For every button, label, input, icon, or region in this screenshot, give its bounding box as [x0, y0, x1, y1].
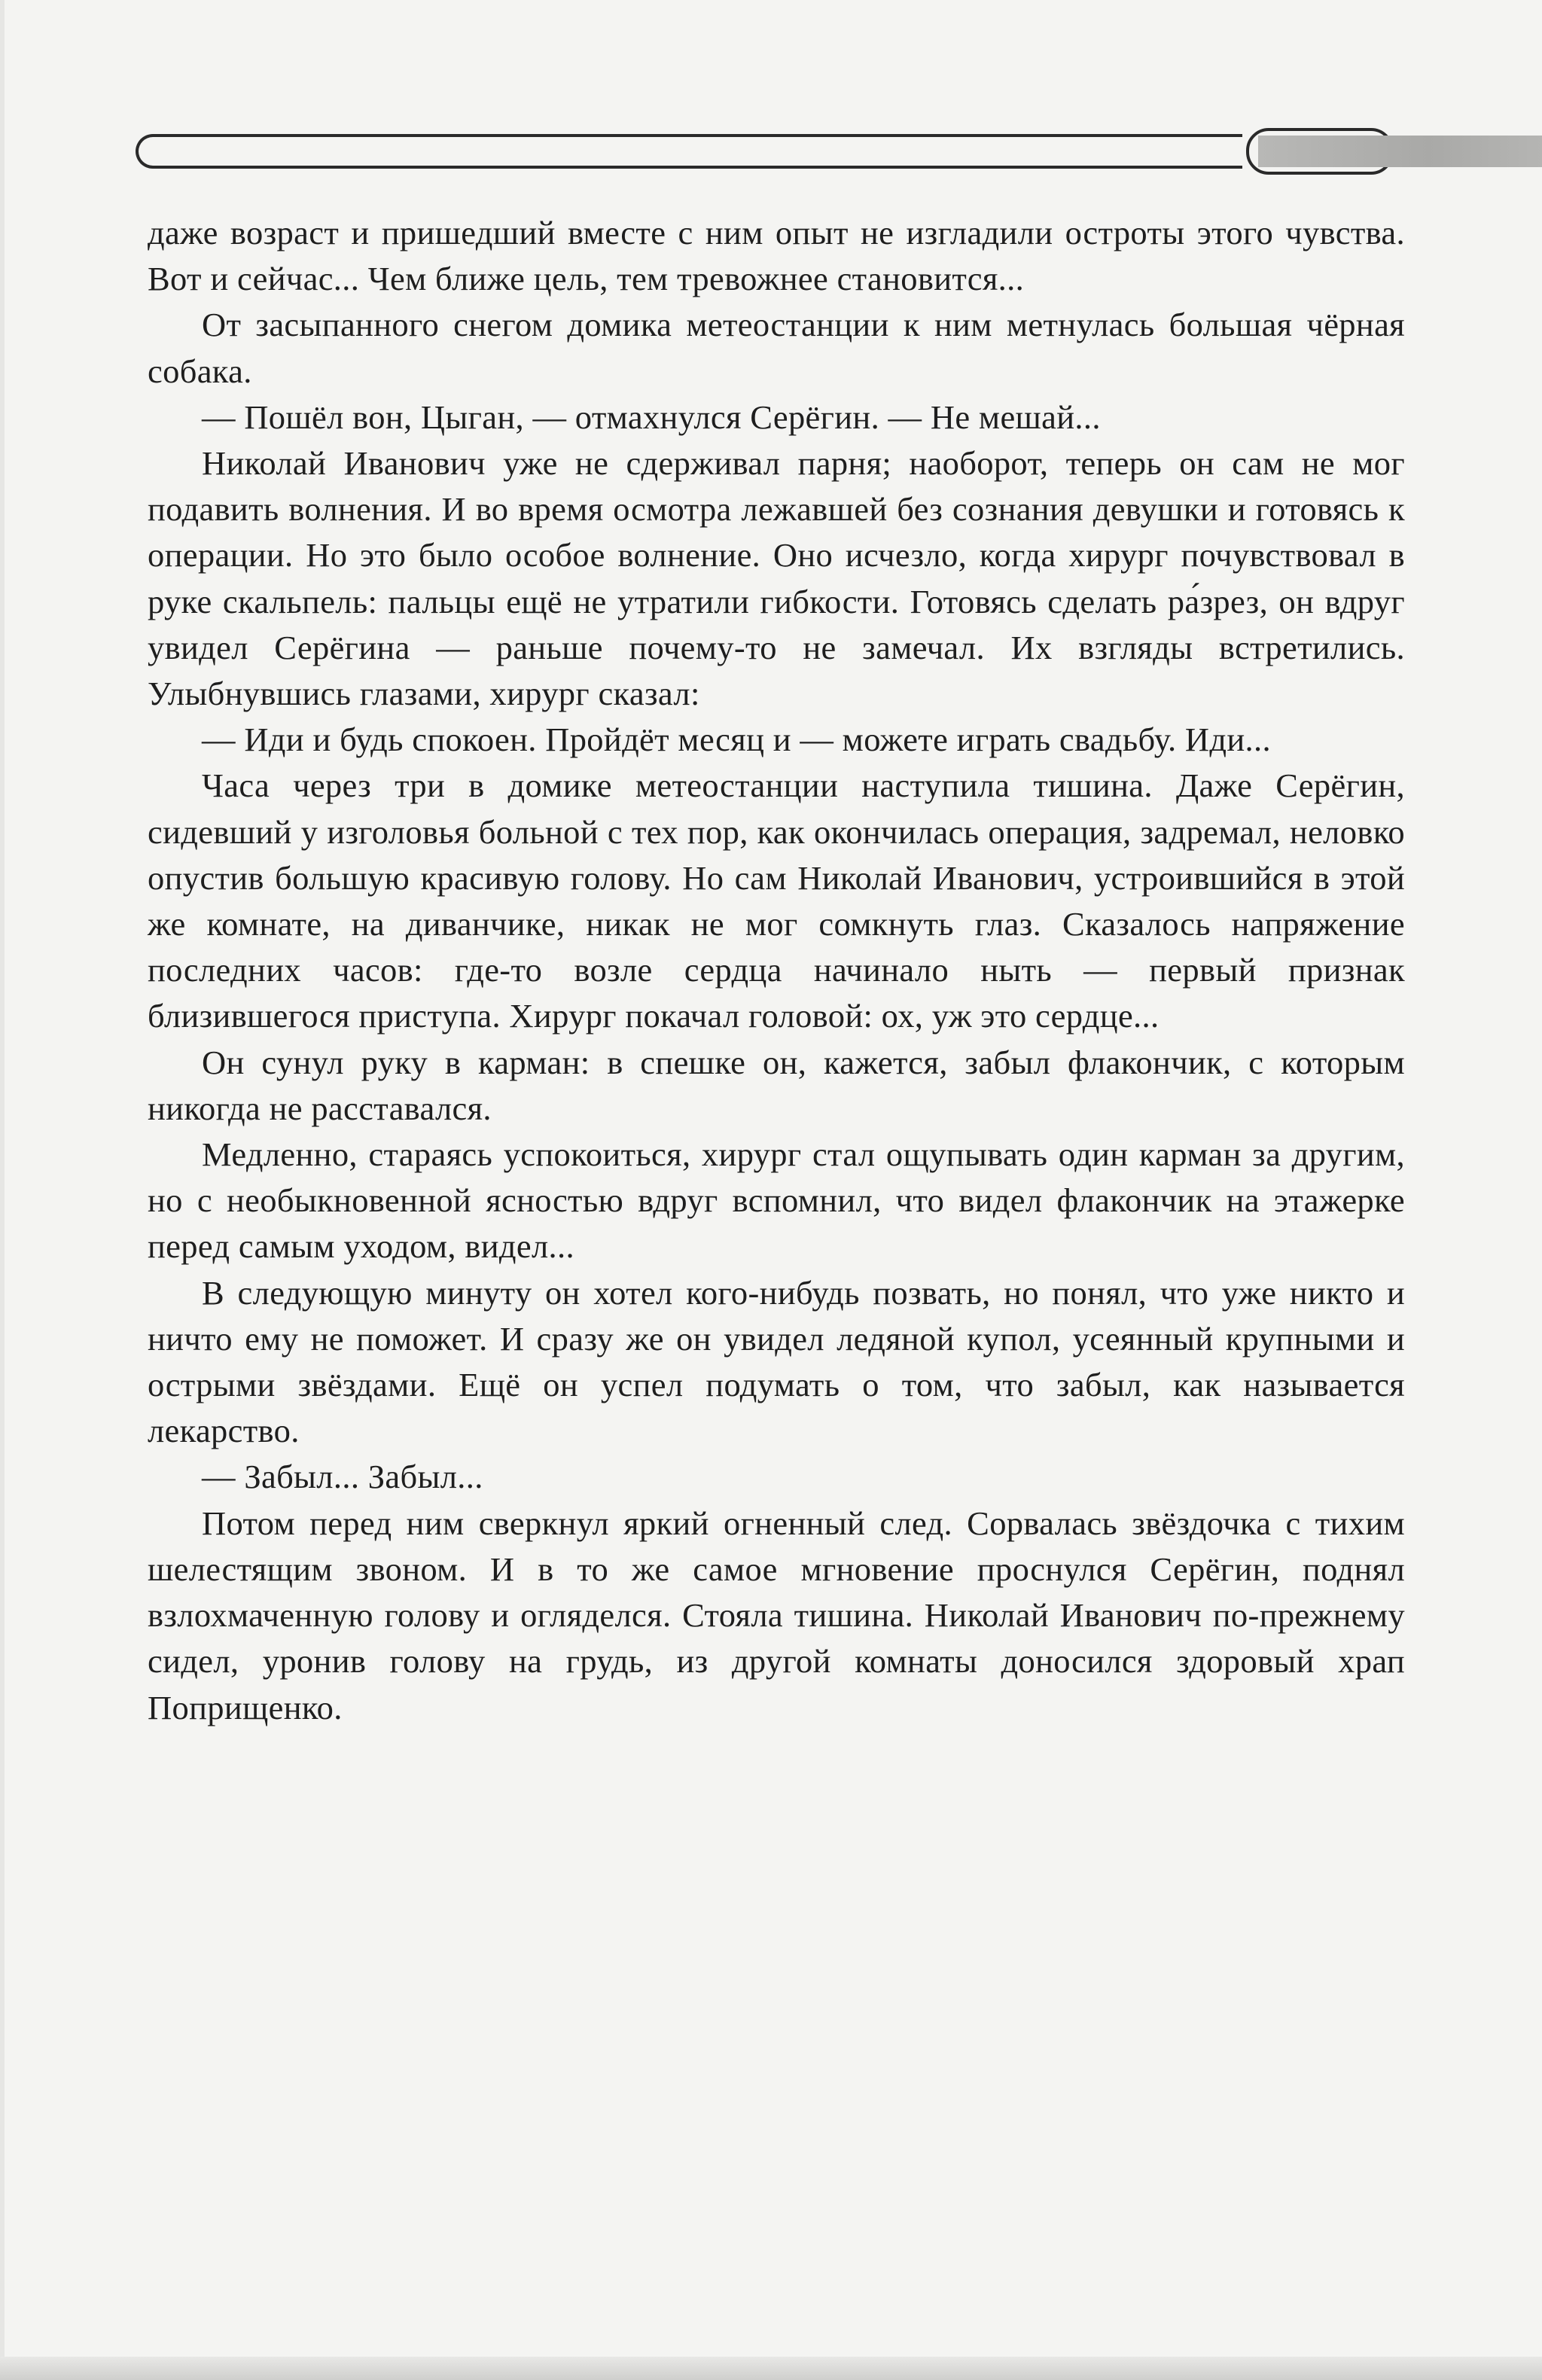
page-header	[136, 123, 1403, 184]
body-text	[148, 210, 1405, 1731]
paragraph: Потом перед ним сверкнул яркий огненный след. Сорвалась звёздочка с тихим шелестящим звоном. И в то же самое мгновение проснулся Серёгин, поднял взлохмаченную голову и огляделся. Стояла тишина. Николай Иванович по-прежнему сидел, уронив голову на грудь, из другой комнаты доносился здоровый храп Поприщенко.	[148, 1504, 1405, 1726]
header-shade-band	[1258, 136, 1542, 167]
page-bottom-edge	[0, 2357, 1542, 2380]
page-left-edge	[0, 0, 5, 2380]
paragraph: В следующую минуту он хотел кого-нибудь позвать, но понял, что уже никто и ничто ему не поможет. И сразу же он увидел ледяной купол, усеянный крупными и острыми звёздами. Ещё он успел подумать о том, что забыл, как называется лекарство.	[148, 1273, 1405, 1450]
header-rule	[136, 134, 1242, 169]
paragraph: Медленно, стараясь успокоиться, хирург стал ощупывать один карман за другим, но с необыкновенной ясностью вдруг вспомнил, что видел флакончик на этажерке перед самым уходом, видел...	[148, 1135, 1405, 1266]
paragraph: — Пошёл вон, Цыган, — отмахнулся Серёгин. — Не мешай...	[202, 398, 1101, 436]
paragraph: От засыпанного снегом домика метеостанции к ним метнулась большая чёрная собака.	[148, 306, 1405, 390]
paragraph: — Забыл... Забыл...	[202, 1458, 483, 1496]
paragraph: Часа через три в домике метеостанции наступила тишина. Даже Серёгин, сидевший у изголовья больной с тех пор, как окончилась операция, задремал, неловко опустив большую красивую голову. Но сам Николай Иванович, устроившийся в этой же комнате, на диванчике, никак не мог сомкнуть глаз. Сказалось напряжение последних часов: где-то возле сердца начинало ныть — первый признак близившегося приступа. Хирург покачал головой: ох, уж это сердце...	[148, 766, 1405, 1035]
paragraph: — Иди и будь спокоен. Пройдёт месяц и — можете играть свадьбу. Иди...	[202, 721, 1271, 759]
paragraph: Он сунул руку в карман: в спешке он, кажется, забыл флакончик, с которым никогда не расставался.	[148, 1043, 1405, 1127]
paragraph: Николай Иванович уже не сдерживал парня; наоборот, теперь он сам не мог подавить волнения. И во время осмотра лежавшей без сознания девушки и готовясь к операции. Но это было особое волнение. Оно исчезло, когда хирург почувствовал в руке скальпель: пальцы ещё не утратили гибкости. Готовясь сделать ра́зрез, он вдруг увидел Серёгина — раньше почему-то не замечал. Их взгляды встретились. Улыбнувшись глазами, хирург сказал:	[148, 444, 1405, 713]
paragraph: даже возраст и пришедший вместе с ним опыт не изгладили остроты этого чувства. Вот и сейчас... Чем ближе цель, тем тревожнее становится...	[148, 214, 1405, 298]
